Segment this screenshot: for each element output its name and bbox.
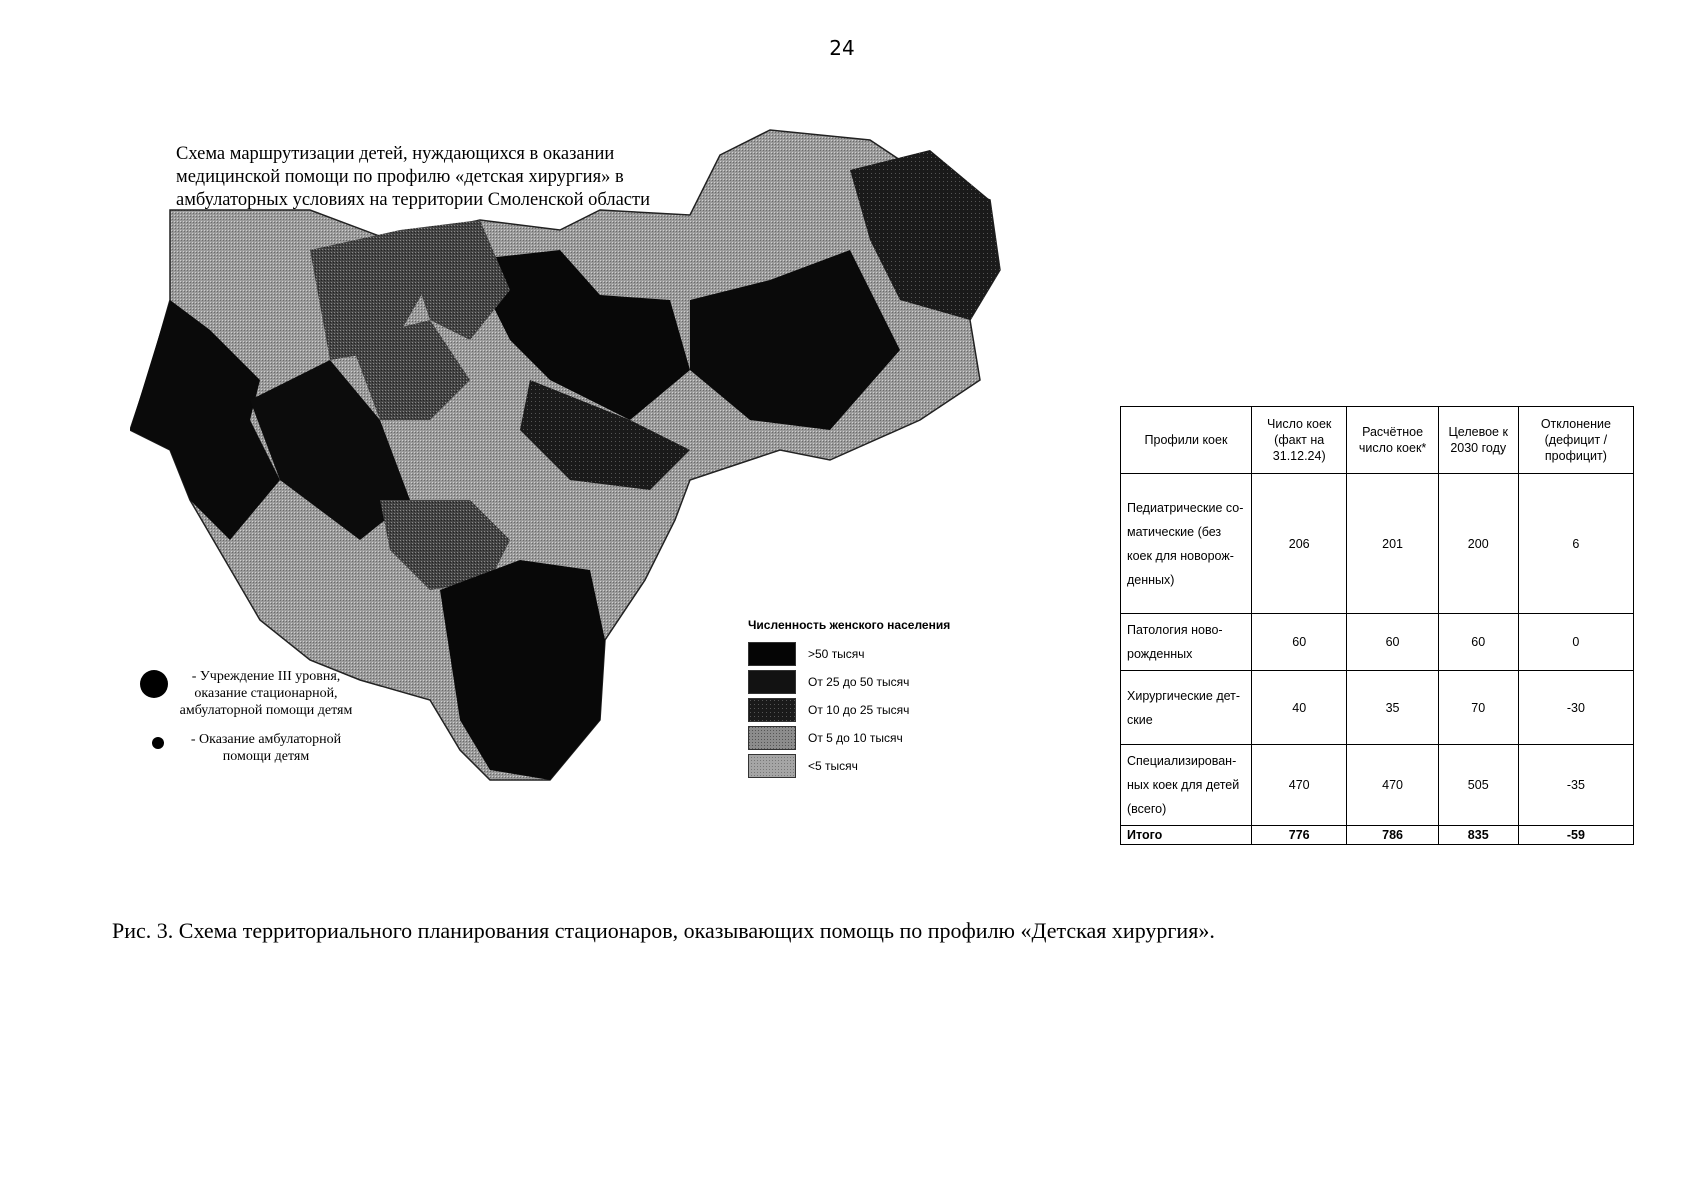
cell-fact: 40	[1252, 671, 1347, 745]
legend-label: От 5 до 10 тысяч	[808, 731, 903, 745]
figure-caption: Рис. 3. Схема территориального планирования стационаров, оказывающих помощь по профилю «Детская хирургия».	[112, 918, 1215, 943]
legend-swatch	[748, 726, 796, 750]
table-header-row	[1121, 407, 1634, 474]
table-row	[1121, 614, 1634, 671]
cell-target: 60	[1438, 614, 1518, 671]
legend-label: >50 тысяч	[808, 647, 865, 661]
cell-profile: Итого	[1121, 826, 1252, 845]
legend-swatch	[748, 698, 796, 722]
header-calc: Расчётное число коек*	[1347, 407, 1438, 474]
cell-profile: Специализирован-ных коек для детей (всего)	[1121, 745, 1252, 826]
cell-calc: 60	[1347, 614, 1438, 671]
legend-swatch	[748, 642, 796, 666]
cell-fact: 776	[1252, 826, 1347, 845]
cell-profile: Патология ново-рожденных	[1121, 614, 1252, 671]
facility-legend-level3	[138, 668, 358, 719]
cell-fact: 60	[1252, 614, 1347, 671]
cell-calc: 470	[1347, 745, 1438, 826]
cell-deviation: 0	[1518, 614, 1633, 671]
header-target: Целевое к 2030 году	[1438, 407, 1518, 474]
facility-legend	[138, 668, 358, 765]
page-number: 24	[829, 36, 855, 60]
header-fact: Число коек (факт на 31.12.24)	[1252, 407, 1347, 474]
map-title: Схема маршрутизации детей, нуждающихся в оказании медицинской помощи по профилю «детская хирургия» в амбулаторных условиях на территории Смоленской области	[176, 144, 651, 210]
legend-swatch	[748, 670, 796, 694]
facility-legend-ambulatory	[138, 731, 358, 765]
legend-item	[748, 640, 1008, 668]
cell-calc: 35	[1347, 671, 1438, 745]
legend-item	[748, 752, 1008, 780]
cell-fact: 206	[1252, 474, 1347, 614]
table-row	[1121, 671, 1634, 745]
legend-item	[748, 724, 1008, 752]
legend-label: От 25 до 50 тысяч	[808, 675, 910, 689]
facility-legend-level3-label: - Учреждение III уровня, оказание стационарной, амбулаторной помощи детям	[179, 669, 353, 718]
legend-item	[748, 668, 1008, 696]
cell-target: 70	[1438, 671, 1518, 745]
cell-deviation: -59	[1518, 826, 1633, 845]
table-row	[1121, 745, 1634, 826]
legend-title: Численность женского населения	[748, 618, 951, 632]
facility-legend-ambulatory-label: - Оказание амбулаторной помощи детям	[190, 732, 342, 764]
table-row	[1121, 474, 1634, 614]
cell-calc: 201	[1347, 474, 1438, 614]
cell-calc: 786	[1347, 826, 1438, 845]
cell-deviation: -30	[1518, 671, 1633, 745]
population-legend	[748, 618, 1008, 780]
header-profile: Профили коек	[1121, 407, 1252, 474]
legend-label: <5 тысяч	[808, 759, 858, 773]
cell-deviation: 6	[1518, 474, 1633, 614]
legend-swatch	[748, 754, 796, 778]
table-total-row	[1121, 826, 1634, 845]
cell-profile: Педиатрические со-матические (без коек для новорож-денных)	[1121, 474, 1252, 614]
small-dot-icon	[152, 737, 164, 749]
cell-target: 505	[1438, 745, 1518, 826]
cell-fact: 470	[1252, 745, 1347, 826]
cell-profile: Хирургические дет-ские	[1121, 671, 1252, 745]
legend-label: От 10 до 25 тысяч	[808, 703, 910, 717]
large-dot-icon	[140, 670, 168, 698]
legend-item	[748, 696, 1008, 724]
cell-target: 835	[1438, 826, 1518, 845]
cell-target: 200	[1438, 474, 1518, 614]
beds-table	[1120, 406, 1634, 845]
header-deviation: Отклонение (дефицит / профицит)	[1518, 407, 1633, 474]
cell-deviation: -35	[1518, 745, 1633, 826]
